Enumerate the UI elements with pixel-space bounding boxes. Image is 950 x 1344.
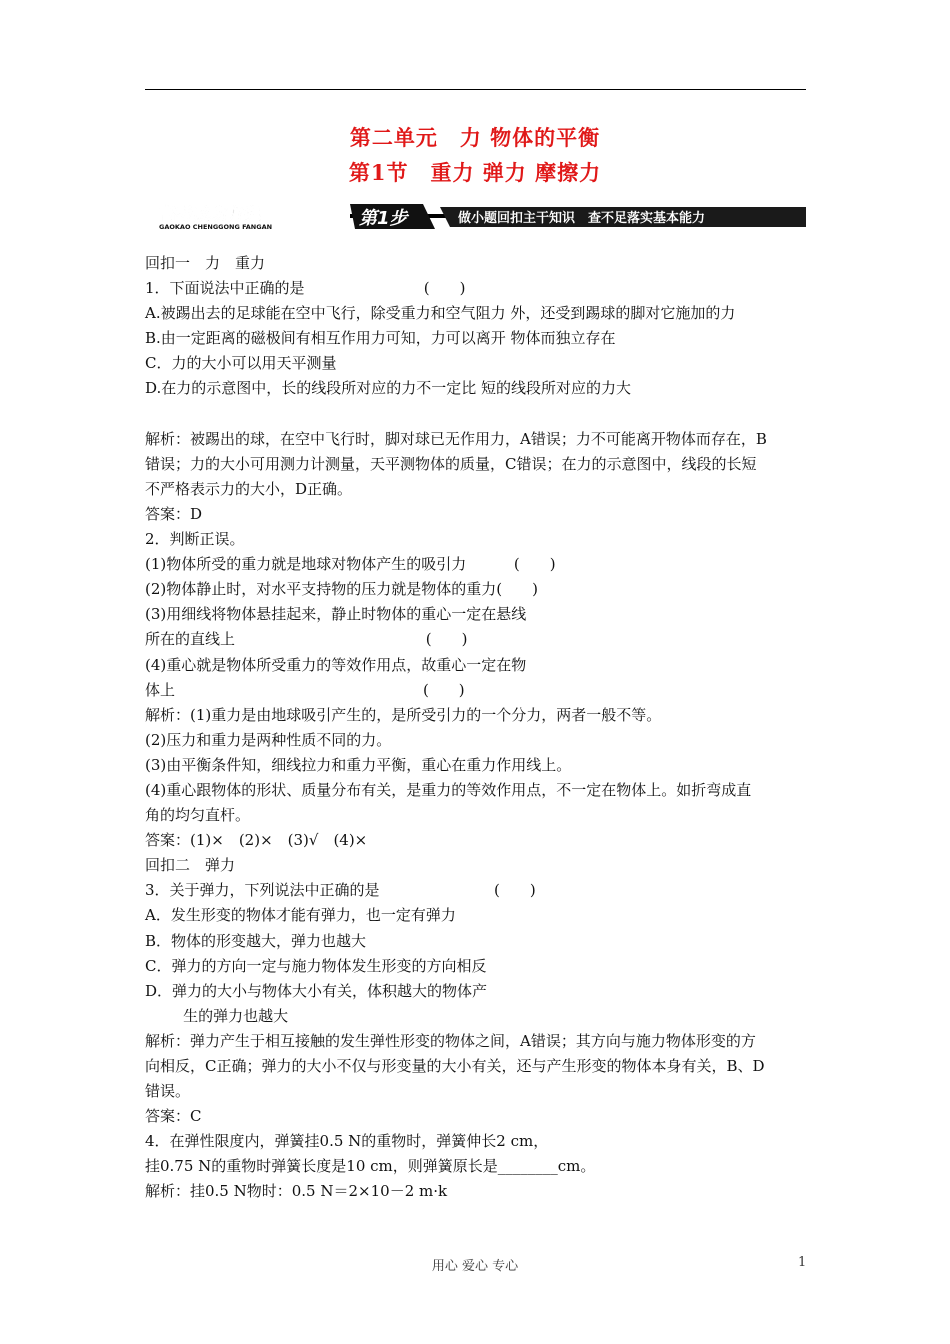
body-line: 不严格表示力的大小，D正确。 <box>145 479 353 498</box>
body-line: 所在的直线上 ( ) <box>145 630 468 649</box>
body-line: 2．判断正误。 <box>145 530 245 549</box>
body-line: (2)压力和重力是两种性质不同的力。 <box>145 730 392 749</box>
section-title: 第1节 重力 弹力 摩擦力 <box>348 160 602 185</box>
banner-step: 第1步 <box>359 208 408 229</box>
body-line: 向相反，C正确；弹力的大小不仅与形变量的大小有关，还与产生形变的物体本身有关，B、D <box>145 1057 765 1075</box>
body-line: (3)由平衡条件知，细线拉力和重力平衡，重心在重力作用线上。 <box>145 755 572 774</box>
body-line: B.由一定距离的磁极间有相互作用力可知，力可以离开 物体而独立存在 <box>145 329 616 348</box>
section-banner <box>145 201 806 231</box>
body-line: 错误；力的大小可用测力计测量，天平测物体的质量，C错误；在力的示意图中，线段的长短 <box>145 454 757 473</box>
document-body <box>145 251 810 1205</box>
body-line: (3)用细线将物体悬挂起来，静止时物体的重心一定在悬线 <box>145 605 527 624</box>
body-line: 回扣一 力 重力 <box>145 254 266 272</box>
body-line: D.在力的示意图中，长的线段所对应的力不一定比 短的线段所对应的力大 <box>145 379 632 398</box>
body-line: 4．在弹性限度内，弹簧挂0.5 N的重物时，弹簧伸长2 cm， <box>145 1132 549 1151</box>
body-line: 解析：挂0.5 N物时：0.5 N＝2×10－2 m·k <box>145 1182 448 1201</box>
footer-text: 用心 爱心 专心 <box>431 1259 519 1274</box>
body-line: 生的弹力也越大 <box>145 1006 289 1025</box>
body-line: A．发生形变的物体才能有弹力，也一定有弹力 <box>145 906 456 925</box>
body-line: D．弹力的大小与物体大小有关，体积越大的物体产 <box>145 981 488 1000</box>
body-line: (4)重心跟物体的形状、质量分布有关，是重力的等效作用点，不一定在物体上。如折弯成直 <box>145 780 752 799</box>
banner-brand: 高考成功方案 <box>159 205 261 225</box>
body-line: B．物体的形变越大，弹力也越大 <box>145 931 367 950</box>
body-line: C．弹力的方向一定与施力物体发生形变的方向相反 <box>145 956 487 975</box>
body-line: 答案：(1)× (2)× (3)√ (4)× <box>145 831 368 850</box>
body-line: 答案：C <box>145 1107 202 1126</box>
body-line: 解析：(1)重力是由地球吸引产生的，是所受引力的一个分力，两者一般不等。 <box>145 705 662 724</box>
banner-slogan: 做小题回扣主干知识 查不足落实基本能力 <box>458 211 706 226</box>
header-rule <box>145 89 806 90</box>
body-line: (1)物体所受的重力就是地球对物体产生的吸引力 ( ) <box>145 555 556 574</box>
body-line: (4)重心就是物体所受重力的等效作用点，故重心一定在物 <box>145 655 527 674</box>
body-line <box>145 402 810 427</box>
body-line: 3．关于弹力，下列说法中正确的是 ( ) <box>145 881 536 900</box>
body-line: C．力的大小可以用天平测量 <box>145 354 337 373</box>
body-line: 角的均匀直杆。 <box>145 806 251 825</box>
body-line: 体上 ( ) <box>145 680 465 699</box>
unit-title: 第二单元 力 物体的平衡 <box>349 125 601 150</box>
body-line: 回扣二 弹力 <box>145 856 236 875</box>
body-line: A.被踢出去的足球能在空中飞行，除受重力和空气阻力 外，还受到踢球的脚对它施加的力 <box>145 304 736 323</box>
body-line: 答案：D <box>145 504 203 523</box>
body-line: 1．下面说法中正确的是 ( ) <box>145 279 466 298</box>
banner-brand-pinyin: GAOKAO CHENGGONG FANGAN <box>159 223 273 231</box>
body-line: 解析：被踢出的球，在空中飞行时，脚对球已无作用力，A错误；力不可能离开物体而存在，B <box>145 429 767 448</box>
body-line: 错误。 <box>145 1082 191 1101</box>
page-number: 1 <box>798 1255 807 1270</box>
body-line: (2)物体静止时，对水平支持物的压力就是物体的重力( ) <box>145 580 538 599</box>
body-line: 解析：弹力产生于相互接触的发生弹性形变的物体之间，A错误；其方向与施力物体形变的方 <box>145 1031 756 1050</box>
body-line: 挂0.75 N的重物时弹簧长度是10 cm，则弹簧原长是________cm。 <box>145 1157 596 1176</box>
